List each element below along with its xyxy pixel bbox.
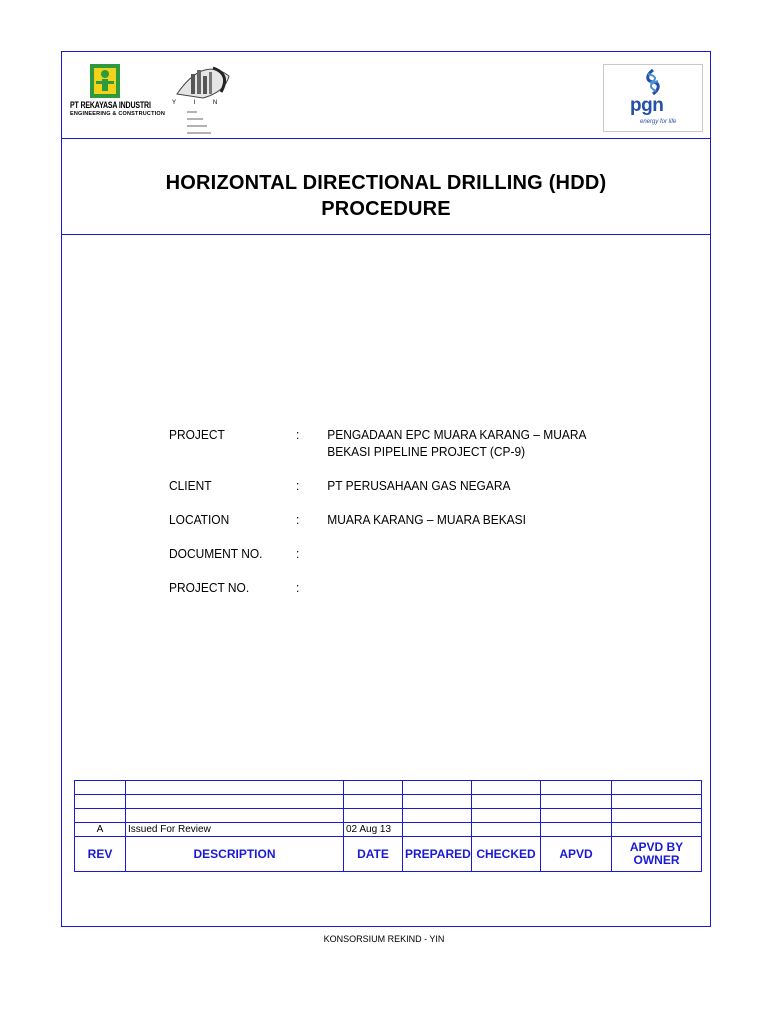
revision-table — [74, 780, 702, 872]
document-no-colon: : — [295, 546, 300, 561]
revision-header-cell: DESCRIPTION — [126, 837, 344, 872]
rekind-tagline: ENGINEERING & CONSTRUCTION — [70, 111, 166, 117]
pgn-flame-icon — [642, 69, 664, 95]
revision-cell — [472, 795, 541, 809]
revision-cell — [344, 781, 403, 795]
revision-header-cell: REV — [75, 837, 126, 872]
document-no-label: DOCUMENT NO. — [169, 546, 263, 561]
header-divider — [62, 138, 710, 139]
revision-cell — [472, 781, 541, 795]
rekind-company-name: PT REKAYASA INDUSTRI — [70, 100, 151, 110]
project-no-colon: : — [295, 580, 300, 595]
revision-cell — [344, 809, 403, 823]
revision-cell — [541, 781, 612, 795]
title-line-1: HORIZONTAL DIRECTIONAL DRILLING (HDD) — [165, 172, 607, 194]
document-frame — [61, 51, 711, 927]
yin-letters: Y I N — [172, 100, 226, 106]
pgn-tagline: energy for life — [640, 119, 677, 125]
revision-row — [75, 809, 702, 823]
location-label: LOCATION — [169, 512, 230, 527]
revision-row — [75, 781, 702, 795]
revision-cell — [541, 823, 612, 837]
revision-cell — [472, 823, 541, 837]
revision-cell — [403, 795, 472, 809]
revision-cell — [612, 781, 702, 795]
revision-row — [75, 795, 702, 809]
revision-cell — [612, 823, 702, 837]
pgn-logo — [603, 64, 703, 132]
revision-cell — [541, 809, 612, 823]
revision-cell — [612, 795, 702, 809]
revision-cell — [75, 809, 126, 823]
rekind-emblem-icon — [90, 64, 120, 98]
yin-emblem-icon — [173, 62, 233, 102]
revision-cell — [75, 795, 126, 809]
revision-cell — [344, 795, 403, 809]
revision-cell — [403, 781, 472, 795]
revision-header-row — [75, 837, 702, 872]
revision-row — [75, 823, 702, 837]
revision-header-cell: PREPARED — [403, 837, 472, 872]
revision-cell — [126, 809, 344, 823]
revision-cell: 02 Aug 13 — [344, 823, 403, 837]
revision-cell — [75, 781, 126, 795]
project-no-label: PROJECT NO. — [169, 580, 250, 595]
revision-table-body — [75, 781, 702, 872]
project-colon: : — [295, 427, 300, 442]
project-value: PENGADAAN EPC MUARA KARANG – MUARA BEKASI PIPELINE PROJECT (CP-9) — [327, 427, 586, 459]
revision-cell — [472, 809, 541, 823]
revision-cell — [403, 823, 472, 837]
revision-header-cell: DATE — [344, 837, 403, 872]
client-colon: : — [295, 478, 300, 493]
page-footer: KONSORSIUM REKIND - YIN — [323, 934, 445, 944]
revision-cell: A — [75, 823, 126, 837]
title-divider — [62, 234, 710, 235]
revision-cell — [612, 809, 702, 823]
location-value: MUARA KARANG – MUARA BEKASI — [327, 512, 526, 527]
revision-header-cell: CHECKED — [472, 837, 541, 872]
revision-cell — [126, 795, 344, 809]
location-colon: : — [295, 512, 300, 527]
revision-cell — [541, 795, 612, 809]
client-label: CLIENT — [169, 478, 212, 493]
revision-cell — [403, 809, 472, 823]
document-title — [62, 170, 710, 222]
title-line-2: PROCEDURE — [321, 198, 451, 220]
yin-fine-print-icon — [187, 108, 227, 134]
pgn-wordmark: pgn — [630, 95, 664, 116]
client-value: PT PERUSAHAAN GAS NEGARA — [327, 478, 511, 493]
revision-cell — [126, 781, 344, 795]
yin-logo — [169, 62, 239, 134]
project-label: PROJECT — [169, 427, 225, 442]
revision-header-cell: APVD BY OWNER — [612, 837, 702, 872]
revision-header-cell: APVD — [541, 837, 612, 872]
revision-cell: Issued For Review — [126, 823, 344, 837]
rekind-logo — [70, 64, 166, 124]
